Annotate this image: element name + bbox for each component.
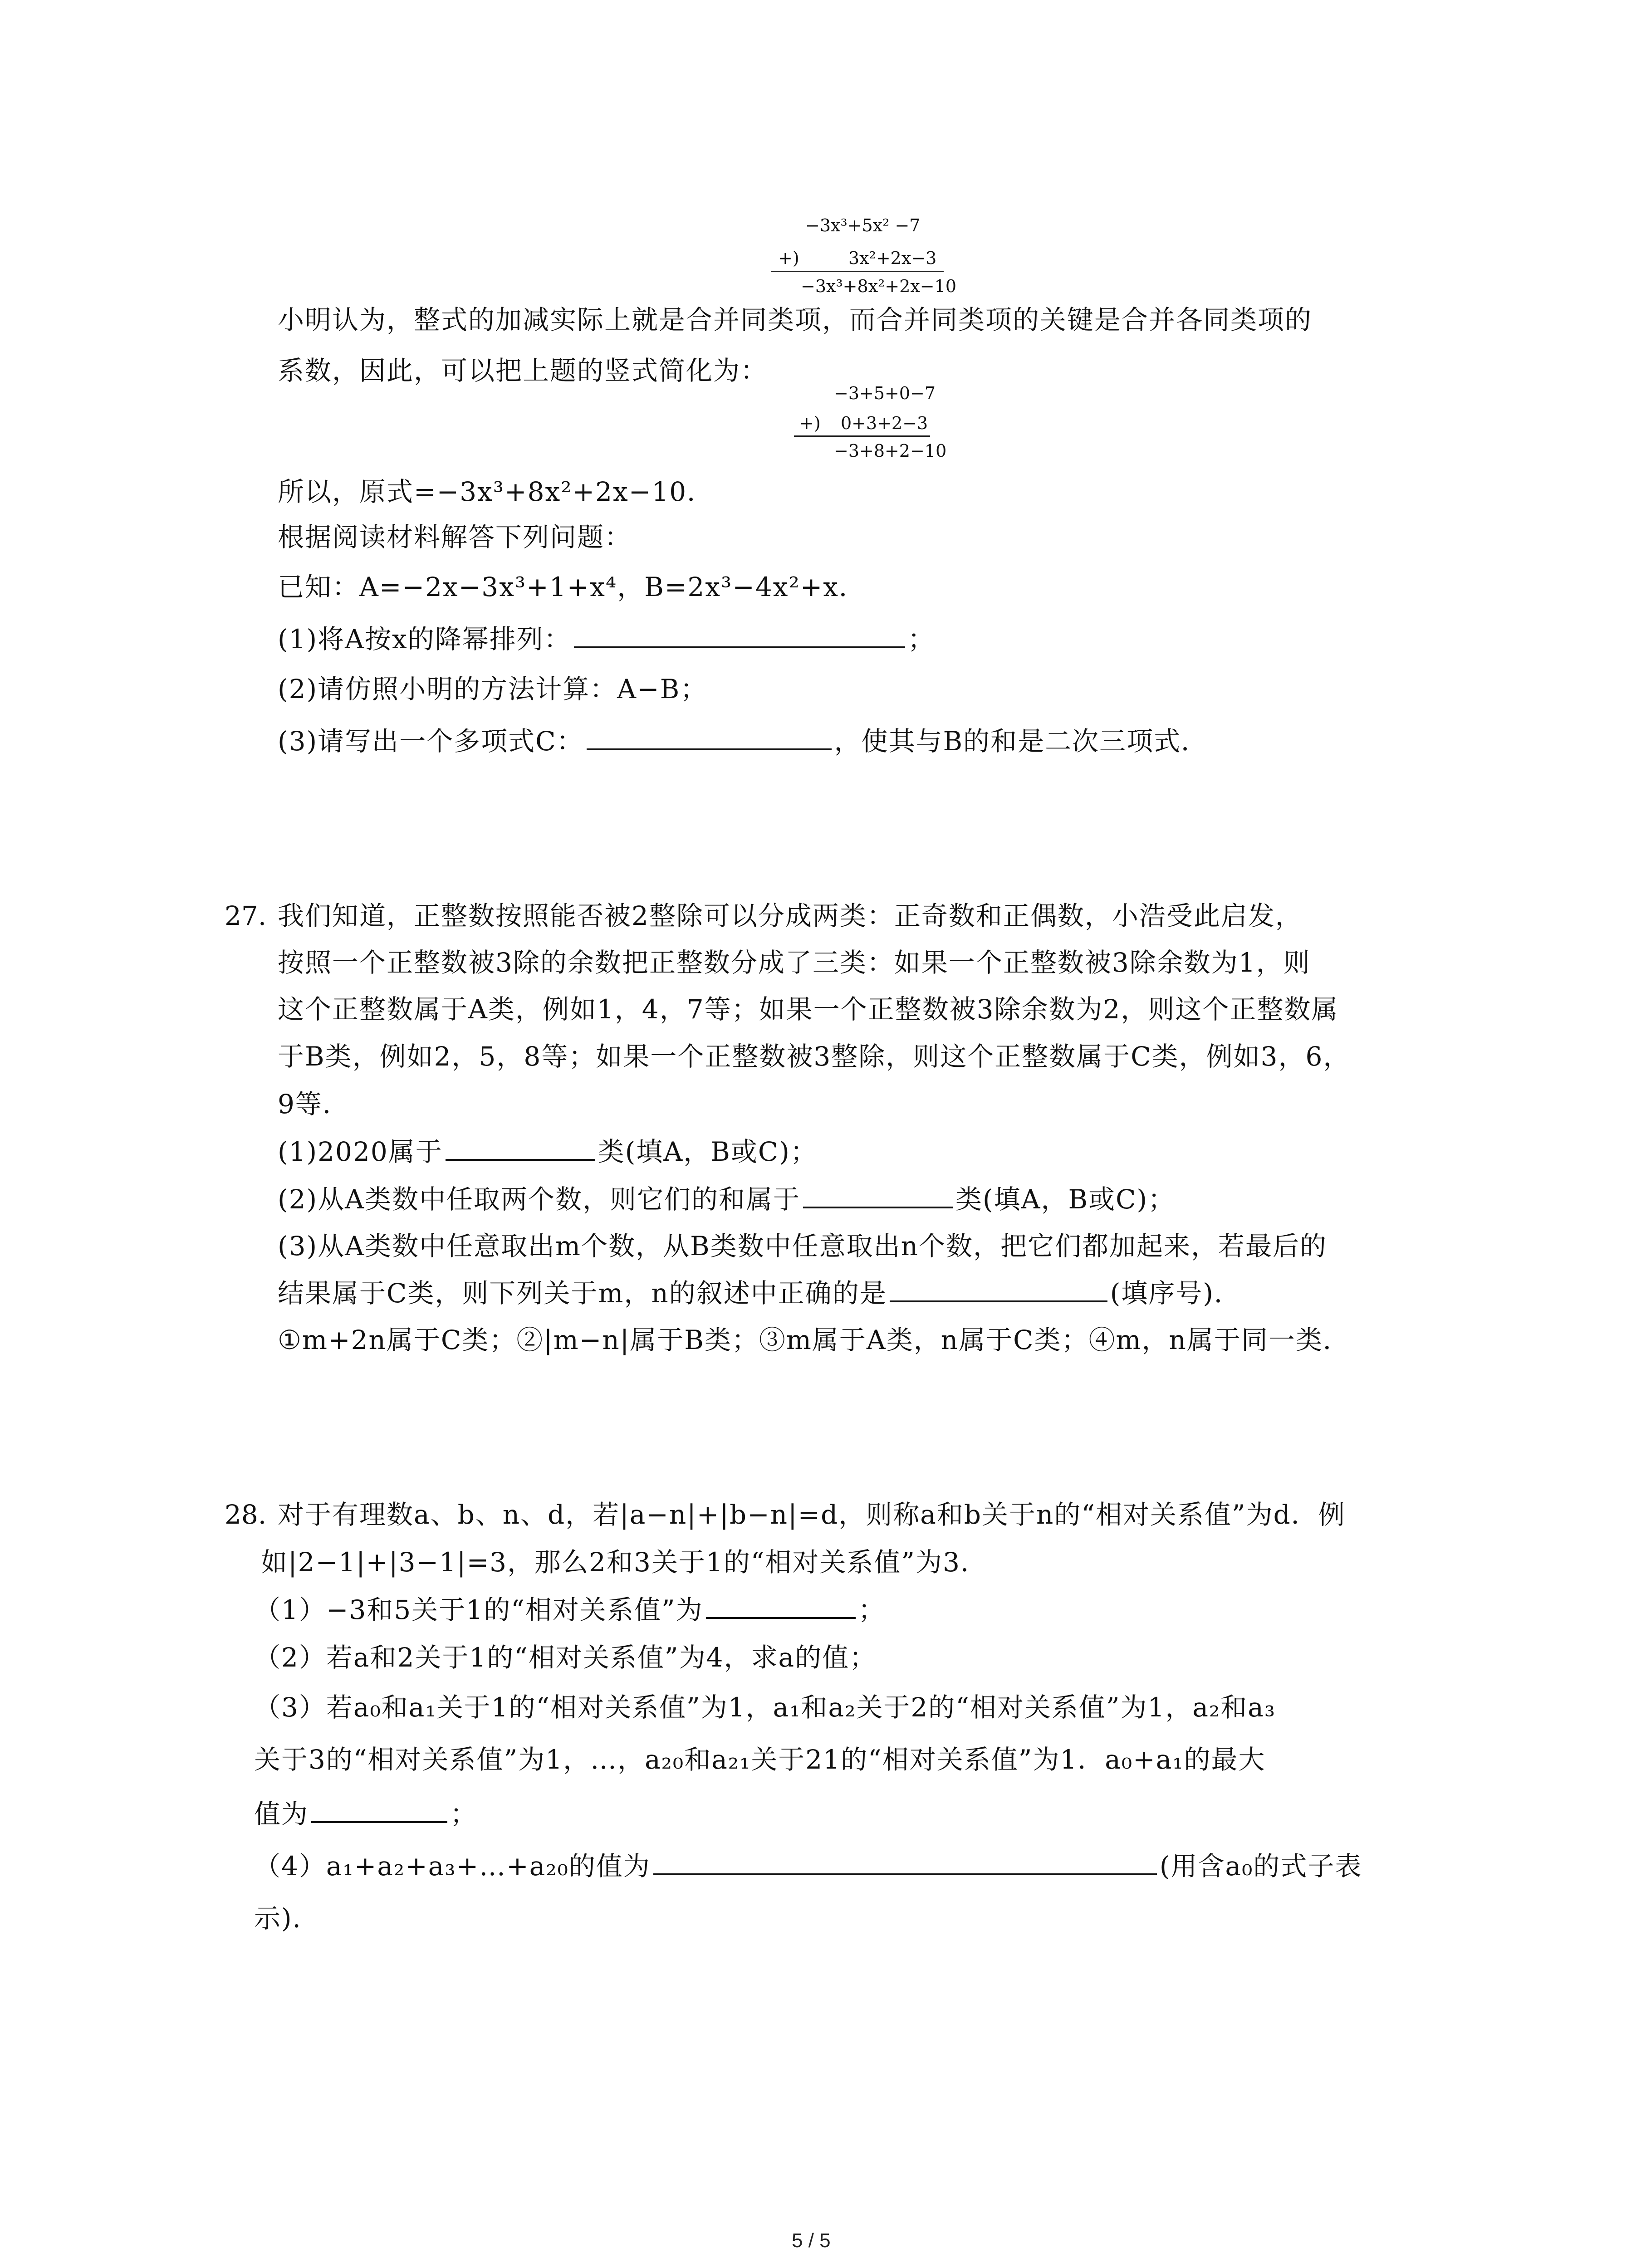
q27-s3-end: (填序号)． bbox=[1110, 1278, 1241, 1309]
q26-s1-end: ； bbox=[907, 624, 935, 655]
q27-s1-end: 类(填A，B或C)； bbox=[598, 1136, 818, 1167]
q27-line3: 这个正整数属于A类，例如1，4，7等；如果一个正整数被3除余数为2，则这个正整数属 bbox=[278, 994, 1339, 1025]
vertical-row1: −3x³+5x² −7 bbox=[805, 215, 921, 235]
answer-blank[interactable] bbox=[890, 1300, 1107, 1302]
q26-subquestion-2: (2)请仿照小明的方法计算：A−B； bbox=[278, 674, 708, 704]
q26-given: 已知：A=−2x−3x³+1+x⁴，B=2x³−4x²+x． bbox=[278, 572, 867, 602]
q26-paragraph-line1: 小明认为，整式的加减实际上就是合并同类项，而合并同类项的关键是合并各同类项的 bbox=[278, 304, 1313, 335]
q26-result: 所以，原式=−3x³+8x²+2x−10． bbox=[278, 476, 715, 507]
q26-paragraph-line2: 系数，因此，可以把上题的竖式简化为： bbox=[278, 355, 768, 386]
q28-number: 28. bbox=[225, 1499, 267, 1530]
q28-subquestion-3-line1: （3）若a₀和a₁关于1的“相对关系值”为1，a₁和a₂关于2的“相对关系值”为1，a₂和a₃ bbox=[254, 1692, 1276, 1723]
q28-s1-text: （1）−3和5关于1的“相对关系值”为 bbox=[254, 1594, 703, 1625]
q28-subquestion-4 bbox=[254, 1851, 1362, 1882]
simplified-row1: −3+5+0−7 bbox=[834, 383, 936, 403]
q26-s1-text: (1)将A按x的降幂排列： bbox=[278, 624, 571, 655]
q27-s2-end: 类(填A，B或C)； bbox=[955, 1184, 1176, 1215]
q27-s3-text: 结果属于C类，则下列关于m，n的叙述中正确的是 bbox=[278, 1278, 887, 1309]
q28-subquestion-3-line2: 关于3的“相对关系值”为1，…，a₂₀和a₂₁关于21的“相对关系值”为1．a₀+a₁的最大 bbox=[254, 1744, 1266, 1775]
q28-subquestion-3-line3 bbox=[254, 1801, 477, 1827]
q27-line2: 按照一个正整数被3除的余数把正整数分成了三类：如果一个正整数被3除余数为1，则 bbox=[278, 947, 1311, 978]
q28-s3-end: ； bbox=[450, 1799, 478, 1829]
q26-instruction: 根据阅读材料解答下列问题： bbox=[278, 522, 632, 552]
page-number: 5 / 5 bbox=[792, 2229, 831, 2252]
q27-s1-text: (1)2020属于 bbox=[278, 1136, 443, 1167]
simplified-row2: 0+3+2−3 bbox=[841, 413, 928, 433]
vertical-row2: 3x²+2x−3 bbox=[848, 248, 937, 268]
q27-number: 27. bbox=[225, 900, 267, 931]
q27-subquestion-1 bbox=[278, 1136, 818, 1167]
answer-blank[interactable] bbox=[446, 1158, 595, 1161]
q26-s3-end: ，使其与B的和是二次三项式． bbox=[834, 726, 1209, 757]
q28-s3-text: 值为 bbox=[254, 1799, 309, 1829]
q28-subquestion-2: （2）若a和2关于1的“相对关系值”为4，求a的值； bbox=[254, 1642, 877, 1673]
q26-subquestion-1 bbox=[278, 624, 935, 655]
answer-blank[interactable] bbox=[706, 1617, 856, 1619]
answer-blank[interactable] bbox=[311, 1821, 447, 1823]
q28-s1-end: ； bbox=[858, 1594, 886, 1625]
q28-line1: 对于有理数a、b、n、d，若|a−n|+|b−n|=d，则称a和b关于n的“相对关系值”为d．例 bbox=[278, 1499, 1346, 1530]
q27-s2-text: (2)从A类数中任取两个数，则它们的和属于 bbox=[278, 1184, 801, 1215]
vertical-sum-rule bbox=[771, 271, 944, 272]
q27-line4: 于B类，例如2，5，8等；如果一个正整数被3整除，则这个正整数属于C类，例如3，6， bbox=[278, 1041, 1351, 1072]
simplified-row3: −3+8+2−10 bbox=[834, 441, 947, 461]
answer-blank[interactable] bbox=[653, 1873, 1157, 1875]
q28-s4-end: (用含a₀的式子表 bbox=[1159, 1851, 1362, 1882]
answer-blank[interactable] bbox=[574, 646, 905, 648]
vertical-operator: +) bbox=[778, 248, 799, 268]
vertical-row3: −3x³+8x²+2x−10 bbox=[801, 276, 957, 296]
answer-blank[interactable] bbox=[587, 748, 832, 750]
q27-options: ①m+2n属于C类；②|m−n|属于B类；③m属于A类，n属于C类；④m，n属于同一类． bbox=[278, 1325, 1350, 1355]
q28-subquestion-1 bbox=[254, 1594, 886, 1625]
q27-subquestion-3-line2 bbox=[278, 1278, 1241, 1309]
q26-s3-text: (3)请写出一个多项式C： bbox=[278, 726, 584, 757]
q27-subquestion-3-line1: (3)从A类数中任意取出m个数，从B类数中任意取出n个数，把它们都加起来，若最后的 bbox=[278, 1231, 1327, 1261]
q27-line1: 我们知道，正整数按照能否被2整除可以分成两类：正奇数和正偶数，小浩受此启发， bbox=[278, 900, 1303, 931]
q28-s4-text: （4）a₁+a₂+a₃+…+a₂₀的值为 bbox=[254, 1851, 651, 1882]
q28-line2: 如|2−1|+|3−1|=3，那么2和3关于1的“相对关系值”为3． bbox=[261, 1547, 988, 1578]
q27-subquestion-2 bbox=[278, 1184, 1176, 1215]
simplified-operator: +) bbox=[799, 413, 821, 433]
q26-subquestion-3 bbox=[278, 726, 1209, 757]
answer-blank[interactable] bbox=[803, 1206, 953, 1208]
q27-line5: 9等． bbox=[278, 1089, 350, 1119]
q28-subquestion-4-line2: 示)． bbox=[254, 1903, 320, 1934]
simplified-sum-rule bbox=[794, 435, 930, 437]
